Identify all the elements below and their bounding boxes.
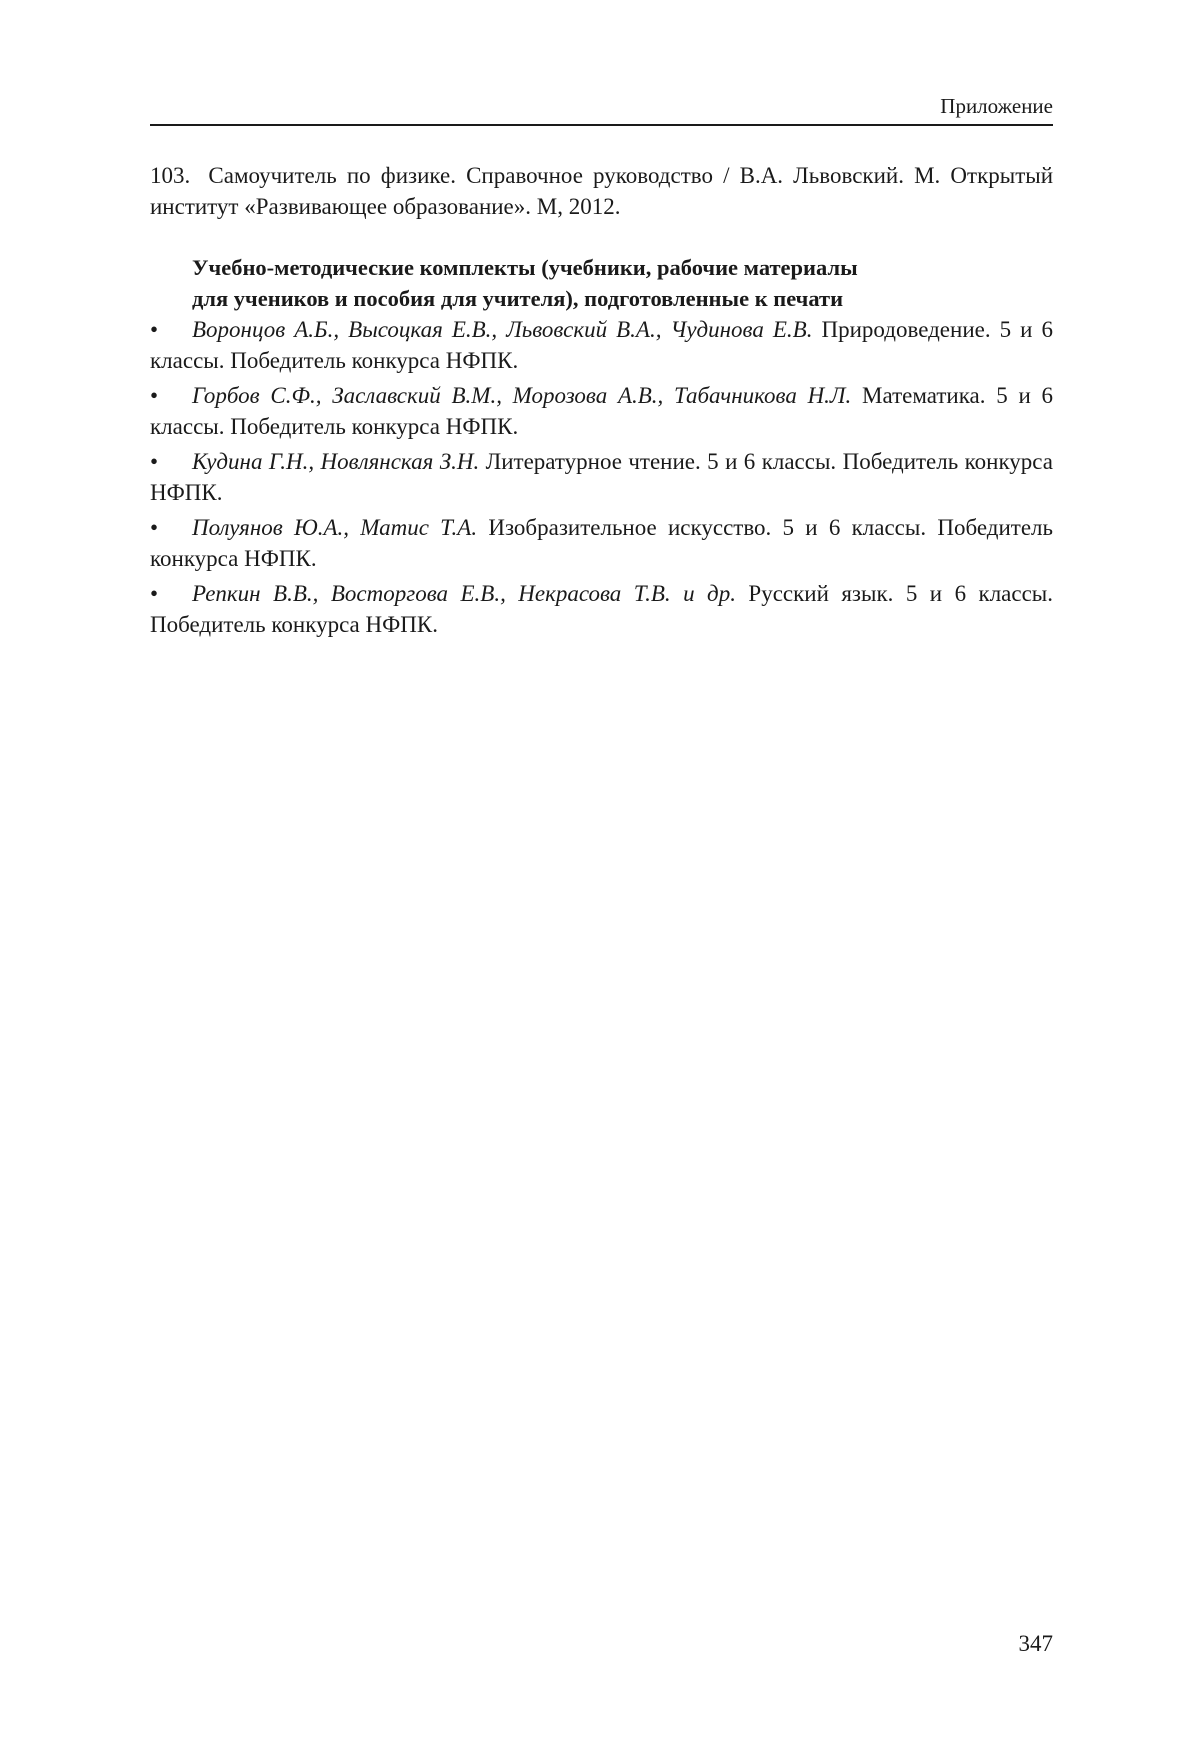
header-rule [150,124,1053,126]
kit-authors: Полуянов Ю.А., Матис Т.А. [192,515,478,540]
kit-authors: Кудина Г.Н., Новлянская З.Н. [192,449,480,474]
kit-description: Изобразительное искусство. 5 и 6 классы. Победитель конкурса НФПК. [150,515,1054,571]
reference-text: Самоучитель по физике. Справочное руководство / В.А. Львовский. М. Открытый институт «Развивающее образование». М, 2012. [150,163,1054,219]
page-content [150,160,1053,644]
bullet-icon: • [150,581,159,606]
kit-authors: Репкин В.В., Восторгова Е.В., Некрасова Т.В. и др. [192,581,736,606]
reference-number: 103. [150,163,191,188]
bullet-icon: • [150,449,159,474]
section-heading [192,252,1053,314]
kit-item [150,446,1053,508]
kit-authors: Горбов С.Ф., Заславский В.М., Морозова А.В., Табачникова Н.Л. [192,383,852,408]
bullet-icon: • [150,383,159,408]
page-number: 347 [1018,1631,1053,1656]
reference-item [150,160,1053,222]
running-head-title: Приложение [940,94,1053,118]
bullet-icon: • [150,317,159,342]
section-heading-line-2: для учеников и пособия для учителя), подготовленные к печати [192,286,844,311]
kit-item [150,578,1053,640]
kit-item [150,314,1053,376]
kit-item [150,512,1053,574]
kit-item [150,380,1053,442]
section-heading-line-1: Учебно-методические комплекты (учебники, рабочие материалы [192,255,858,280]
kit-description: Русский язык. 5 и 6 классы. Победитель конкурса НФПК. [150,581,1053,637]
kit-description: Природоведение. 5 и 6 классы. Победитель конкурса НФПК. [150,317,1053,373]
bullet-icon: • [150,515,159,540]
kit-authors: Воронцов А.Б., Высоцкая Е.В., Львовский В.А., Чудинова Е.В. [192,317,813,342]
kit-description: Математика. 5 и 6 классы. Победитель конкурса НФПК. [150,383,1053,439]
kit-description: Литературное чтение. 5 и 6 классы. Победитель конкурса НФПК. [150,449,1053,505]
kits-list [150,314,1053,640]
